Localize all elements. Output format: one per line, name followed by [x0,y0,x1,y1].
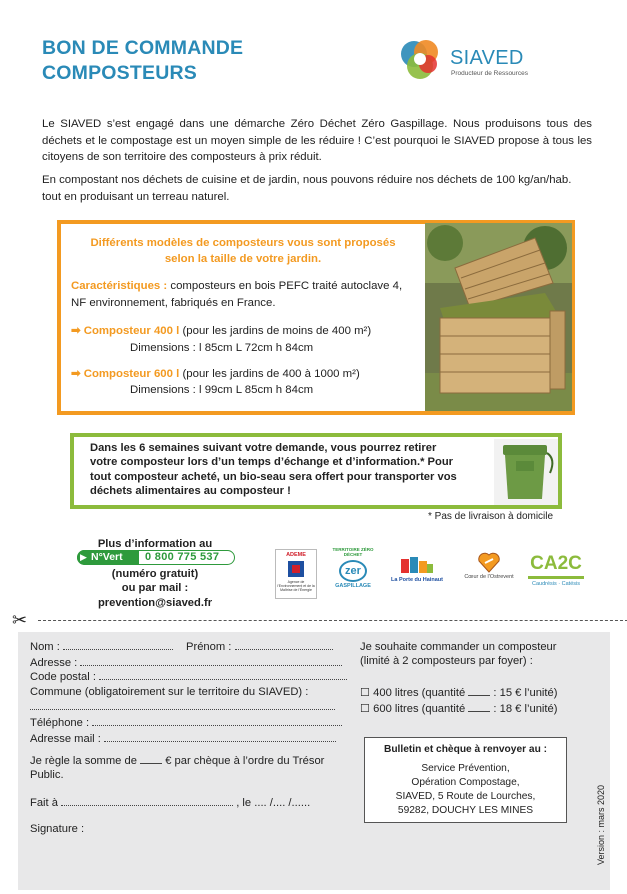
intro-paragraph-2: En compostant nos déchets de cuisine et de jardin, nous pouvons réduire nos déchets de 100 kg/an/hab. tout en produisant un terreau naturel. [42,174,572,203]
hainaut-emblem-icon [397,555,437,577]
fait-row: Fait à , le .... /.... /...... [30,797,311,809]
telephone-row: Téléphone : [30,716,342,730]
ademe-logo: ADEME Agence de l'Environnement et de la Maîtrise de l'Énergie [275,549,317,599]
adresse-row: Adresse : [30,656,342,670]
signature-label: Signature : [30,823,85,835]
quantity-600-field[interactable] [468,702,490,712]
commune-field[interactable] [30,700,335,710]
models-heading: Différents modèles de composteurs vous sont proposés selon la taille de votre jardin. [90,237,396,265]
date-field[interactable]: , le .... /.... /...... [236,797,311,809]
porte-du-hainaut-logo: La Porte du Hainaut [384,555,450,595]
info-block: Plus d’information au (numéro gratuit) ou par mail : prevention@siaved.fr [62,537,248,610]
ca2c-logo: CA2C Caudrésis · Catésis [526,552,586,596]
mail-row: Adresse mail : [30,732,336,746]
heart-icon [476,550,502,574]
code-postal-field[interactable] [99,670,347,680]
nom-field[interactable] [63,640,173,650]
model-400: ➡ Composteur 400 l (pour les jardins de moins de 400 m²) [71,325,372,337]
intro-paragraph-1: Le SIAVED s’est engagé dans une démarche Zéro Déchet Zéro Gaspillage. Nous produisons tous des déchets et le compostage est un moyen simple de les réduire ! C’est pourquoi le SIAVED propose à tous les citoyens de son territoire des composteurs à prix réduit. [42,118,592,163]
page-title: BON DE COMMANDE COMPOSTEURS [42,37,244,84]
footnote: * Pas de livraison à domicile [428,511,554,522]
commune-label: Commune (obligatoirement sur le territoire du SIAVED) : [30,686,309,698]
ademe-emblem-icon [288,561,304,577]
pickup-text: Dans les 6 semaines suivant votre demande, vous pourrez retirer votre composteur lors d’un temps d’échange et d’information.* Pour tout composteur acheté, un bio-seau sera offert pour transporter vos déchets alimentaires au composteur ! [90,442,457,497]
numero-vert-number[interactable]: 0 800 775 537 [145,551,220,563]
wooden-composter-photo [425,223,572,411]
option-600: ☐ 600 litres (quantité : 18 € l’unité) [360,703,558,715]
return-title: Bulletin et chèque à renvoyer au : [383,744,548,755]
logo-tagline: Producteur de Ressources [451,70,528,77]
numero-vert-label: N°Vert [77,550,139,565]
prenom-row: Prénom : [186,640,333,654]
model-600-dimensions: Dimensions : l 99cm L 85cm h 84cm [130,384,314,396]
amount-field[interactable] [140,754,162,764]
option-400: ☐ 400 litres (quantité : 15 € l’unité) [360,687,558,699]
phone-icon: ▶ [80,552,87,562]
option-600-checkbox[interactable]: ☐ [360,703,371,715]
order-intro: Je souhaite commander un composteur (limité à 2 composteurs par foyer) : [360,641,557,667]
bio-bucket-photo [494,439,558,505]
adresse-field[interactable] [80,656,342,666]
quantity-400-field[interactable] [468,686,490,696]
territoire-zero-dechet-logo: TERRITOIRE ZÉRO DÉCHET zer GASPILLAGE [332,547,374,589]
model-600: ➡ Composteur 600 l (pour les jardins de 400 à 1000 m²) [71,368,360,380]
contact-email[interactable]: prevention@siaved.fr [97,596,213,609]
arrow-right-icon: ➡ [71,325,81,337]
payment-public: Public. [30,769,64,781]
fait-a-field[interactable] [61,796,233,806]
option-400-checkbox[interactable]: ☐ [360,687,371,699]
mail-field[interactable] [104,732,336,742]
model-400-dimensions: Dimensions : l 85cm L 72cm h 84cm [130,342,314,354]
version-label: Version : mars 2020 [596,784,606,865]
cut-line [38,620,627,621]
code-postal-row: Code postal : [30,670,347,684]
characteristics: Caractéristiques : composteurs en bois PEFC traité autoclave 4, NF environnement, fabriqués en France. [71,280,403,309]
coeur-ostrevent-logo: Cœur de l'Ostrevent [464,550,514,596]
arrow-right-icon: ➡ [71,368,81,380]
prenom-field[interactable] [235,640,333,650]
logo-name: SIAVED [450,47,524,69]
payment-row: Je règle la somme de € par chèque à l’ordre du Trésor [30,755,325,767]
commune-row [30,700,335,714]
nom-row: Nom : [30,640,173,654]
telephone-field[interactable] [92,716,342,726]
scissors-icon: ✂ [12,610,28,630]
return-address: Service Prévention, Opération Compostage, SIAVED, 5 Route de Lourches, 59282, DOUCHY LES MINES [395,763,536,816]
